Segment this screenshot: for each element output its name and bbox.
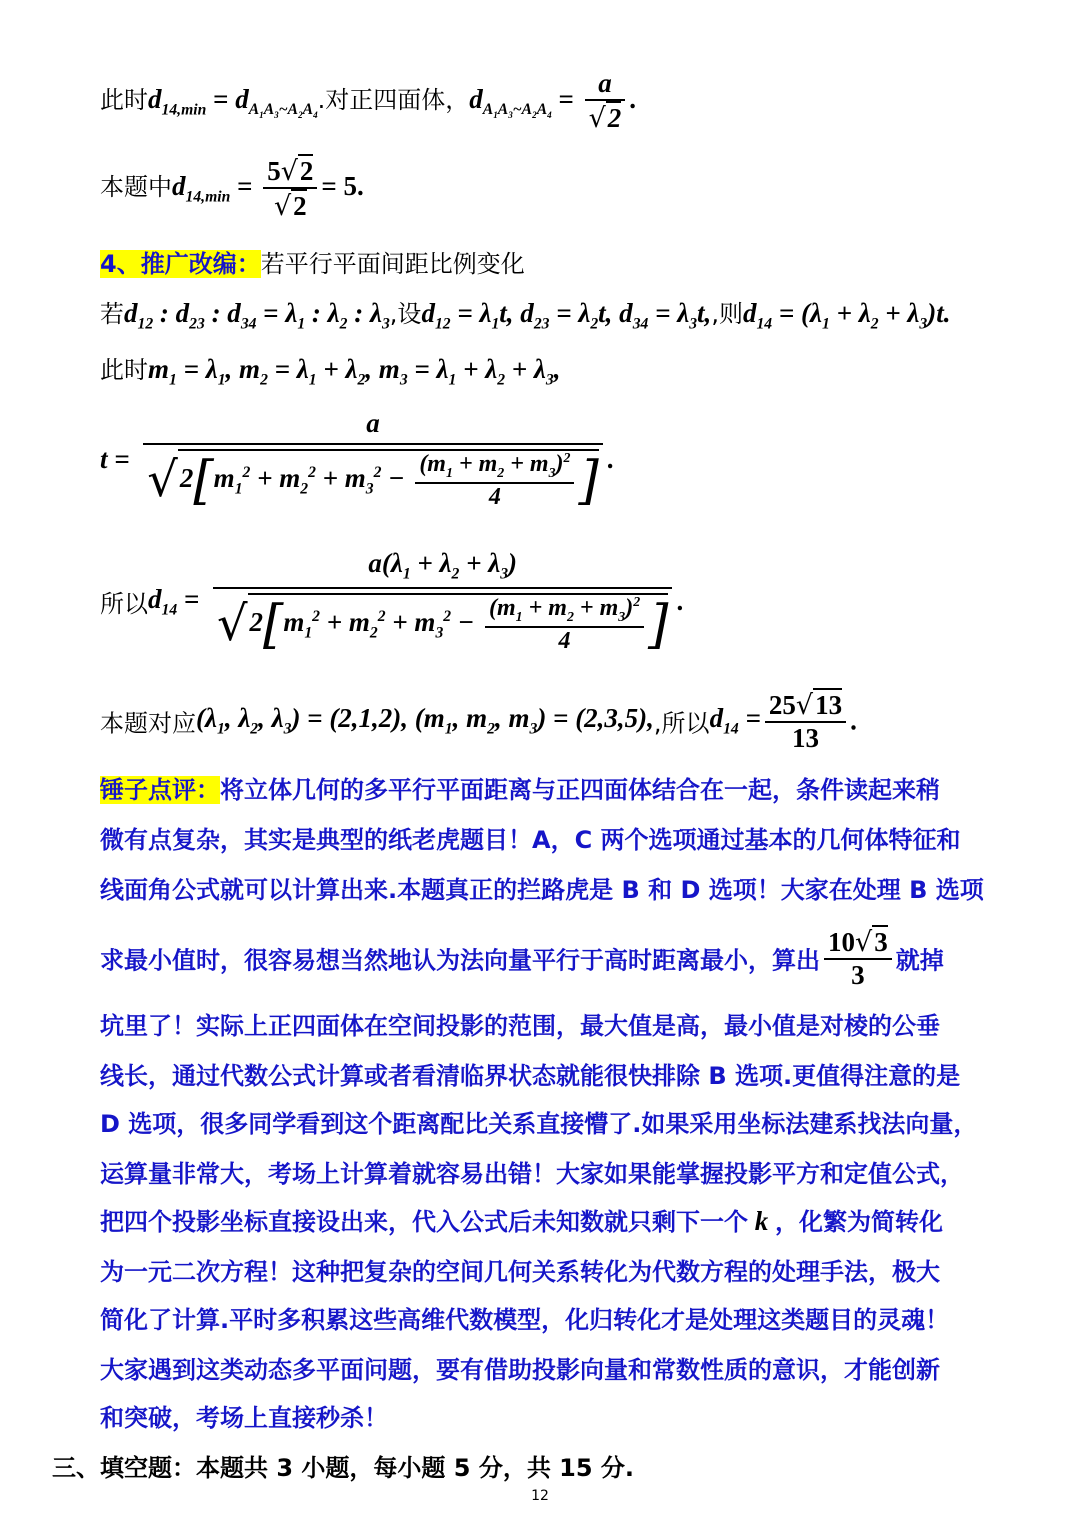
comment-line-2: 微有点复杂，其实是典型的纸老虎题目！A，C 两个选项通过基本的几何体特征和 <box>100 826 961 854</box>
comment-line-4: 求最小值时，很容易想当然地认为法向量平行于高时距离最小，算出 $\frac{10√3}{3}$ 就掉 <box>100 927 944 990</box>
comment-line-7: D 选项，很多同学看到这个距离配比关系直接懵了.如果采用坐标法建系找法向量， <box>100 1110 978 1138</box>
comment-line-1: 锤子点评：将立体几何的多平行平面距离与正四面体结合在一起，条件读起来稍 <box>100 776 940 804</box>
comment-line-8: 运算量非常大，考场上计算着就容易出错！大家如果能掌握投影平方和定值公式， <box>100 1160 964 1188</box>
d14-formula: 所以$d_{14}$ = $a(\lambda_1 + \lambda_2 + \lambda_3)$ $√2[m_1^2 + m_2^2 + m_3^2$ − $\frac{(m_1 + m_2 + m_3)^2}{4}$ ] . <box>100 548 684 656</box>
section-heading-3: 三、填空题：本题共 3 小题，每小题 5 分，共 15 分. <box>52 1454 635 1482</box>
comment-line-9: 把四个投影坐标直接设出来，代入公式后未知数就只剩下一个 k ，化繁为简转化 <box>100 1206 943 1236</box>
m-definition-line: 此时$m_1 = \lambda_1$, $m_2 = \lambda_1 + \lambda_2$, $m_3 = \lambda_1 + \lambda_2 + \lambda_3$, <box>100 354 561 389</box>
comment-line-5: 坑里了！实际上正四面体在空间投影的范围，最大值是高，最小值是对棱的公垂 <box>100 1012 940 1040</box>
comment-line-3: 线面角公式就可以计算出来.本题真正的拦路虎是 B 和 D 选项！大家在处理 B 选项 <box>100 876 984 904</box>
section-heading-4: 4、推广改编：若平行平面间距比例变化 <box>100 250 525 278</box>
comment-line-13: 和突破，考场上直接秒杀！ <box>100 1404 388 1432</box>
comment-line-12: 大家遇到这类动态多平面问题，要有借助投影向量和常数性质的意识，才能创新 <box>100 1356 940 1384</box>
comment-line-6: 线长，通过代数公式计算或者看清临界状态就能很快排除 B 选项.更值得注意的是 <box>100 1062 961 1090</box>
t-formula: t = a $√2[m_1^2 + m_2^2 + m_3^2$ − $\frac{(m_1 + m_2 + m_3)^2}{4}$ ] . <box>100 408 614 511</box>
formula-line-2: 本题中$d_{14,min}$ = $\frac{5√2}{√2}$ = 5. <box>100 156 364 222</box>
page-number: 12 <box>531 1488 549 1504</box>
case-line: 本题对应($\lambda_1$, $\lambda_2$, $\lambda_3) = (2,1,2)$, ($m_1$, $m_2$, $m_3) = (2,3,5)$,,所以$d_{14}$ = $\frac{25√13}{13}$ . <box>100 690 857 753</box>
comment-line-10: 为一元二次方程！这种把复杂的空间几何关系转化为代数方程的处理手法，极大 <box>100 1258 940 1286</box>
formula-line-1: 此时$d_{14,min} = d_{A_1A_3\sim A_2A_4}$.对正四面体，$d_{A_1A_3\sim A_2A_4}$ = $\frac{a}{√2}$ . <box>100 68 637 134</box>
comment-line-11: 简化了计算.平时多积累这些高维代数模型，化归转化才是处理这类题目的灵魂！ <box>100 1306 950 1334</box>
ratio-line: 若$d_{12}$ : $d_{23}$ : $d_{34} = \lambda_1$ : $\lambda_2$ : $\lambda_3$,设$d_{12} = \lambda_1t$, $d_{23} = \lambda_2t$, $d_{34} = \lambda_3t$,,则$d_{14} = (\lambda_1 + \lambda_2 + \lambda_3)t$. <box>100 298 951 333</box>
